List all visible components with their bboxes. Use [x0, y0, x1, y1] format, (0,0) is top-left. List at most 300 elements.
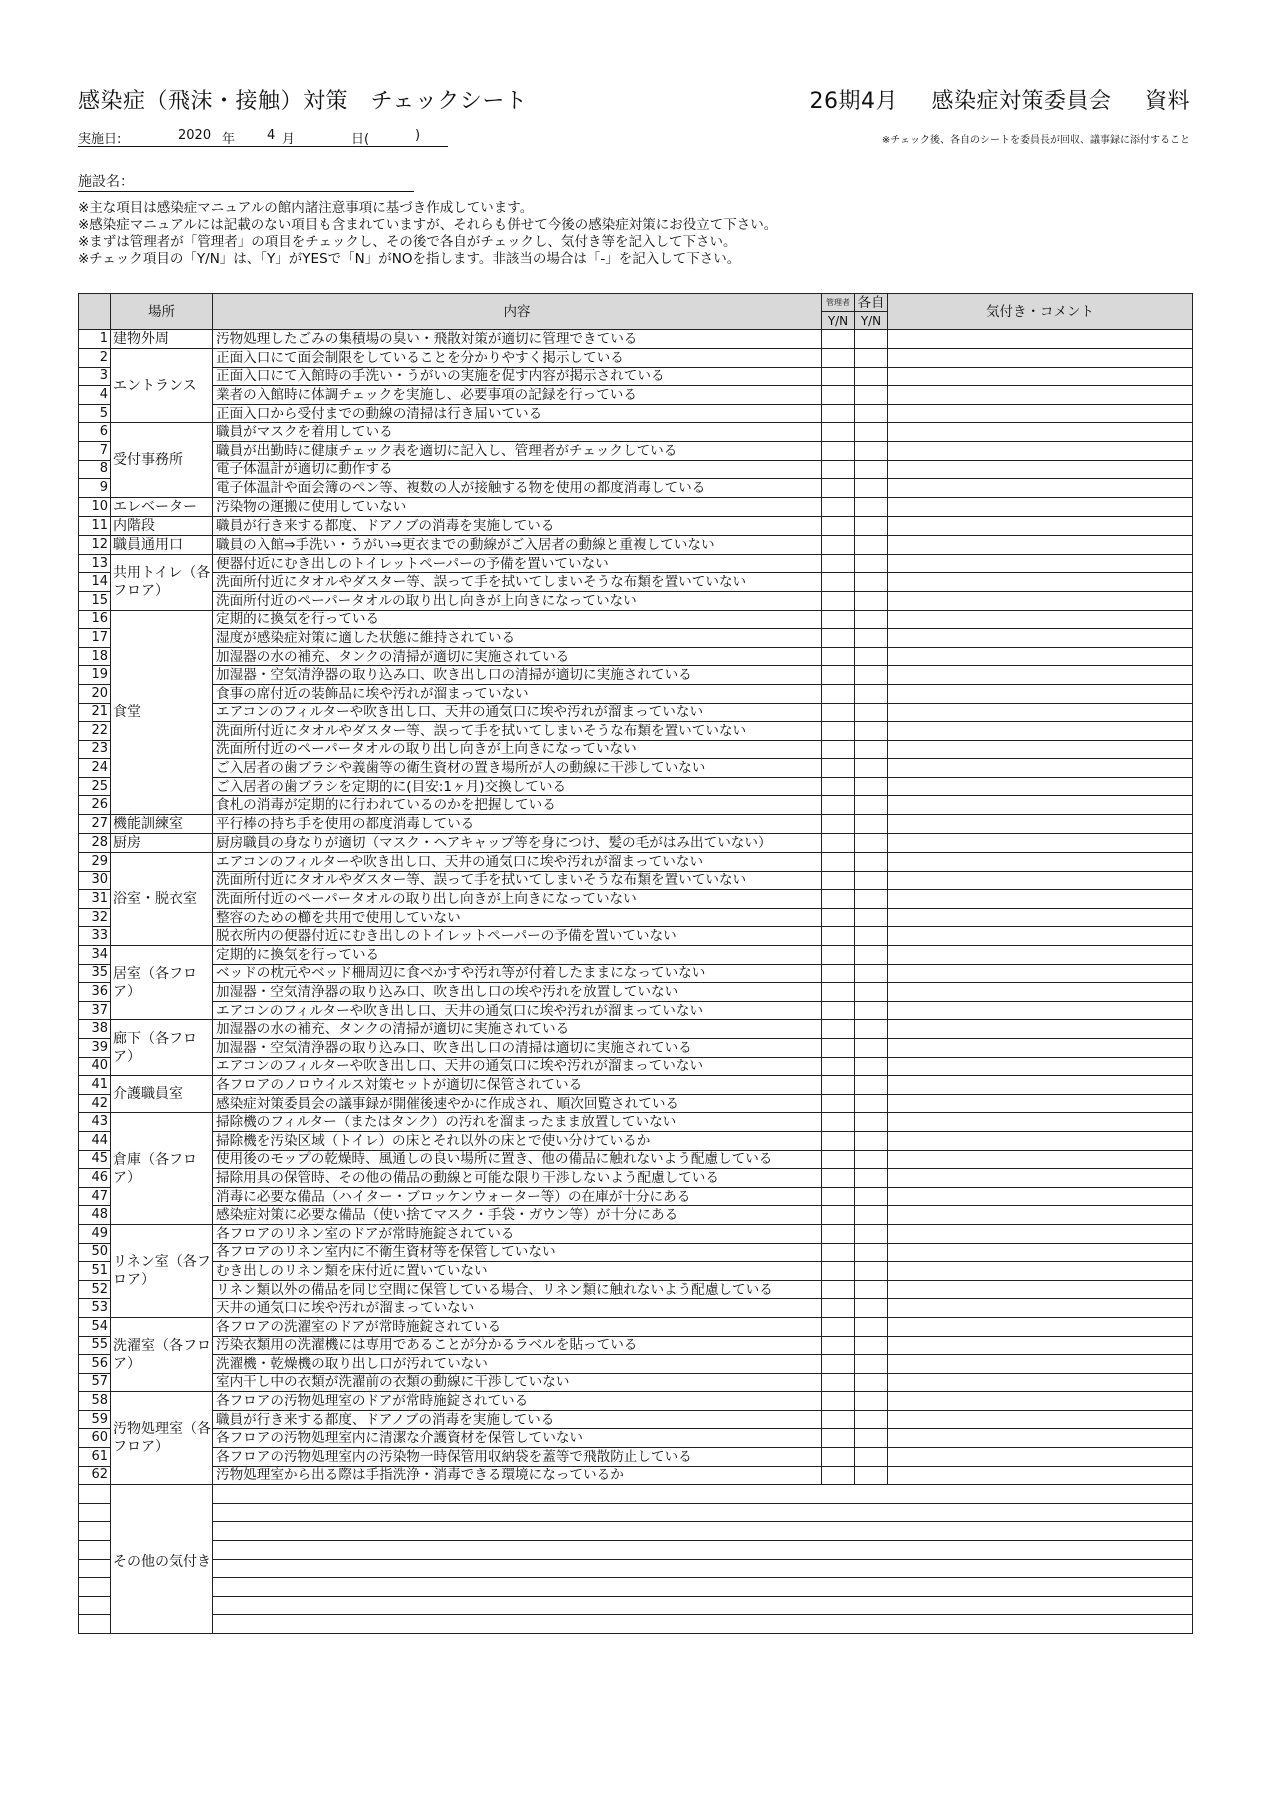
header-each-yn: Y/N: [855, 312, 888, 330]
row-number: [79, 1503, 111, 1522]
row-number: 44: [79, 1131, 111, 1150]
each-check[interactable]: [855, 1280, 888, 1299]
each-check[interactable]: [855, 349, 888, 368]
row-number: 5: [79, 404, 111, 423]
comment-cell[interactable]: [888, 554, 1193, 573]
place-cell: 受付事務所: [111, 423, 213, 497]
each-check[interactable]: [855, 946, 888, 965]
comment-cell[interactable]: [888, 1355, 1193, 1374]
each-check[interactable]: [855, 1131, 888, 1150]
each-check[interactable]: [855, 1187, 888, 1206]
manager-check[interactable]: [822, 1429, 855, 1448]
each-check[interactable]: [855, 573, 888, 592]
date-month[interactable]: 4: [267, 128, 276, 143]
manager-check[interactable]: [822, 647, 855, 666]
manager-check[interactable]: [822, 777, 855, 796]
comment-cell[interactable]: [888, 610, 1193, 629]
each-check[interactable]: [855, 722, 888, 741]
row-number: 4: [79, 386, 111, 405]
each-check[interactable]: [855, 964, 888, 983]
each-check[interactable]: [855, 629, 888, 648]
each-check[interactable]: [855, 684, 888, 703]
each-check[interactable]: [855, 890, 888, 909]
row-number: 12: [79, 535, 111, 554]
comment-cell[interactable]: [888, 1392, 1193, 1411]
header-comment: 気付き・コメント: [888, 294, 1193, 330]
check-item: 加湿器・空気清浄器の取り込み口、吹き出し口の清掃は適切に実施されている: [213, 1039, 822, 1058]
manager-check[interactable]: [822, 1187, 855, 1206]
manager-check[interactable]: [822, 703, 855, 722]
check-item: ご入居者の歯ブラシや義歯等の衛生資材の置き場所が人の動線に干渉していない: [213, 759, 822, 778]
comment-cell[interactable]: [888, 1317, 1193, 1336]
comment-cell[interactable]: [888, 386, 1193, 405]
manager-check[interactable]: [822, 367, 855, 386]
table-row: [79, 1131, 1193, 1150]
row-number: 42: [79, 1094, 111, 1113]
comment-cell[interactable]: [888, 890, 1193, 909]
manager-check[interactable]: [822, 1262, 855, 1281]
manager-check[interactable]: [822, 740, 855, 759]
each-check[interactable]: [855, 1057, 888, 1076]
each-check[interactable]: [855, 1373, 888, 1392]
manager-check[interactable]: [822, 1317, 855, 1336]
table-row: [79, 1448, 1193, 1467]
manager-check[interactable]: [822, 1150, 855, 1169]
each-check[interactable]: [855, 1020, 888, 1039]
table-row: [79, 460, 1193, 479]
comment-cell[interactable]: [888, 1001, 1193, 1020]
each-check[interactable]: [855, 759, 888, 778]
row-number: 29: [79, 853, 111, 872]
manager-check[interactable]: [822, 871, 855, 890]
comment-cell[interactable]: [888, 516, 1193, 535]
check-item: 感染症対策に必要な備品（使い捨てマスク・手袋・ガウン等）が十分にある: [213, 1206, 822, 1225]
comment-cell[interactable]: [888, 441, 1193, 460]
comment-cell[interactable]: [888, 1373, 1193, 1392]
comment-cell[interactable]: [888, 759, 1193, 778]
row-number: 2: [79, 349, 111, 368]
each-check[interactable]: [855, 1169, 888, 1188]
comment-cell[interactable]: [888, 535, 1193, 554]
comment-cell[interactable]: [888, 1057, 1193, 1076]
other-row: [79, 1485, 1193, 1504]
table-row: [79, 1466, 1193, 1485]
each-check[interactable]: [855, 516, 888, 535]
check-item: エアコンのフィルターや吹き出し口、天井の通気口に埃や汚れが溜まっていない: [213, 703, 822, 722]
manager-check[interactable]: [822, 1076, 855, 1095]
other-notes-input[interactable]: [213, 1485, 1193, 1504]
manager-check[interactable]: [822, 1057, 855, 1076]
manager-check[interactable]: [822, 1392, 855, 1411]
check-item: 感染症対策委員会の議事録が開催後速やかに作成され、順次回覧されている: [213, 1094, 822, 1113]
manager-check[interactable]: [822, 554, 855, 573]
table-row: [79, 1057, 1193, 1076]
each-check[interactable]: [855, 1336, 888, 1355]
row-number: 18: [79, 647, 111, 666]
table-row: [79, 1299, 1193, 1318]
comment-cell[interactable]: [888, 1243, 1193, 1262]
date-close: ): [415, 128, 421, 143]
each-check[interactable]: [855, 441, 888, 460]
each-check[interactable]: [855, 497, 888, 516]
table-row: [79, 946, 1193, 965]
each-check[interactable]: [855, 591, 888, 610]
check-item: 正面入口にて入館時の手洗い・うがいの実施を促す内容が掲示されている: [213, 367, 822, 386]
table-row: [79, 386, 1193, 405]
manager-check[interactable]: [822, 386, 855, 405]
each-check[interactable]: [855, 1094, 888, 1113]
comment-cell[interactable]: [888, 460, 1193, 479]
place-cell: 共用トイレ（各フロア）: [111, 554, 213, 610]
date-year[interactable]: 2020: [178, 128, 212, 143]
comment-cell[interactable]: [888, 1020, 1193, 1039]
comment-cell[interactable]: [888, 722, 1193, 741]
comment-cell[interactable]: [888, 1299, 1193, 1318]
table-row: [79, 964, 1193, 983]
row-number: 8: [79, 460, 111, 479]
row-number: 43: [79, 1113, 111, 1132]
each-check[interactable]: [855, 777, 888, 796]
each-check[interactable]: [855, 1392, 888, 1411]
row-number: 14: [79, 573, 111, 592]
date-year-unit: 年: [222, 132, 236, 147]
check-item: 職員が行き来する都度、ドアノブの消毒を実施している: [213, 516, 822, 535]
other-row: [79, 1541, 1193, 1560]
each-check[interactable]: [855, 1039, 888, 1058]
each-check[interactable]: [855, 423, 888, 442]
place-cell: 食堂: [111, 610, 213, 815]
other-notes-input[interactable]: [213, 1522, 1193, 1541]
table-row: [79, 759, 1193, 778]
manager-check[interactable]: [822, 535, 855, 554]
check-item: 洗面所付近にタオルやダスター等、誤って手を拭いてしまいそうな布類を置いていない: [213, 722, 822, 741]
comment-cell[interactable]: [888, 1262, 1193, 1281]
comment-cell[interactable]: [888, 740, 1193, 759]
facility-field[interactable]: [78, 171, 414, 192]
check-item: 汚染衣類用の洗濯機には専用であることが分かるラベルを貼っている: [213, 1336, 822, 1355]
comment-cell[interactable]: [888, 1410, 1193, 1429]
check-item: 各フロアの洗濯室のドアが常時施錠されている: [213, 1317, 822, 1336]
manager-check[interactable]: [822, 330, 855, 349]
manager-check[interactable]: [822, 1299, 855, 1318]
each-check[interactable]: [855, 367, 888, 386]
row-number: 56: [79, 1355, 111, 1374]
each-check[interactable]: [855, 796, 888, 815]
other-notes-input[interactable]: [213, 1596, 1193, 1615]
manager-check[interactable]: [822, 404, 855, 423]
table-row: [79, 1410, 1193, 1429]
table-row: [79, 796, 1193, 815]
comment-cell[interactable]: [888, 647, 1193, 666]
manager-check[interactable]: [822, 1039, 855, 1058]
manager-check[interactable]: [822, 1169, 855, 1188]
check-item: 加湿器の水の補充、タンクの清掃が適切に実施されている: [213, 1020, 822, 1039]
comment-cell[interactable]: [888, 983, 1193, 1002]
comment-cell[interactable]: [888, 497, 1193, 516]
other-notes-input[interactable]: [213, 1559, 1193, 1578]
table-row: [79, 1169, 1193, 1188]
table-row: [79, 908, 1193, 927]
each-check[interactable]: [855, 1243, 888, 1262]
manager-check[interactable]: [822, 666, 855, 685]
manager-check[interactable]: [822, 497, 855, 516]
check-item: 洗面所付近のペーパータオルの取り出し向きが上向きになっていない: [213, 591, 822, 610]
other-notes-input[interactable]: [213, 1615, 1193, 1634]
each-check[interactable]: [855, 1150, 888, 1169]
row-number: 37: [79, 1001, 111, 1020]
table-row: [79, 610, 1193, 629]
comment-cell[interactable]: [888, 871, 1193, 890]
place-cell: 機能訓練室: [111, 815, 213, 834]
comment-cell[interactable]: [888, 1429, 1193, 1448]
doc-label: 資料: [1144, 89, 1190, 114]
check-item: エアコンのフィルターや吹き出し口、天井の通気口に埃や汚れが溜まっていない: [213, 853, 822, 872]
check-item: 平行棒の持ち手を使用の都度消毒している: [213, 815, 822, 834]
manager-check[interactable]: [822, 1113, 855, 1132]
page-title: 感染症（飛沫・接触）対策 チェックシート: [78, 89, 528, 114]
manager-check[interactable]: [822, 1094, 855, 1113]
comment-cell[interactable]: [888, 796, 1193, 815]
manager-check[interactable]: [822, 684, 855, 703]
comment-cell[interactable]: [888, 908, 1193, 927]
facility-label: 施設名：: [78, 174, 134, 190]
each-check[interactable]: [855, 404, 888, 423]
row-number: [79, 1541, 111, 1560]
other-row: [79, 1503, 1193, 1522]
comment-cell[interactable]: [888, 1466, 1193, 1485]
table-row: [79, 1280, 1193, 1299]
each-check[interactable]: [855, 834, 888, 853]
each-check[interactable]: [855, 1206, 888, 1225]
each-check[interactable]: [855, 610, 888, 629]
row-number: 55: [79, 1336, 111, 1355]
comment-cell[interactable]: [888, 927, 1193, 946]
comment-cell[interactable]: [888, 423, 1193, 442]
manager-check[interactable]: [822, 834, 855, 853]
comment-cell[interactable]: [888, 684, 1193, 703]
comment-cell[interactable]: [888, 1187, 1193, 1206]
comment-cell[interactable]: [888, 1039, 1193, 1058]
manager-check[interactable]: [822, 815, 855, 834]
each-check[interactable]: [855, 666, 888, 685]
each-check[interactable]: [855, 1448, 888, 1467]
committee-name: 感染症対策委員会: [931, 89, 1112, 114]
row-number: 53: [79, 1299, 111, 1318]
each-check[interactable]: [855, 927, 888, 946]
period: 26期4月: [809, 89, 898, 114]
table-row: [79, 1317, 1193, 1336]
comment-cell[interactable]: [888, 964, 1193, 983]
each-check[interactable]: [855, 1466, 888, 1485]
table-row: [79, 1336, 1193, 1355]
each-check[interactable]: [855, 386, 888, 405]
row-number: 35: [79, 964, 111, 983]
other-notes-input[interactable]: [213, 1578, 1193, 1597]
table-row: [79, 890, 1193, 909]
manager-check[interactable]: [822, 591, 855, 610]
manager-check[interactable]: [822, 927, 855, 946]
table-row: [79, 703, 1193, 722]
each-check[interactable]: [855, 647, 888, 666]
manager-check[interactable]: [822, 946, 855, 965]
check-item: 汚染物の運搬に使用していない: [213, 497, 822, 516]
each-check[interactable]: [855, 1262, 888, 1281]
table-row: [79, 423, 1193, 442]
header-manager: 管理者: [822, 294, 855, 312]
comment-cell[interactable]: [888, 1448, 1193, 1467]
comment-cell[interactable]: [888, 946, 1193, 965]
manager-check[interactable]: [822, 890, 855, 909]
table-row: [79, 927, 1193, 946]
each-check[interactable]: [855, 1299, 888, 1318]
row-number: 60: [79, 1429, 111, 1448]
manager-check[interactable]: [822, 1280, 855, 1299]
check-item: 業者の入館時に体調チェックを実施し、必要事項の記録を行っている: [213, 386, 822, 405]
row-number: 36: [79, 983, 111, 1002]
manager-check[interactable]: [822, 441, 855, 460]
row-number: 41: [79, 1076, 111, 1095]
comment-cell[interactable]: [888, 703, 1193, 722]
manager-check[interactable]: [822, 629, 855, 648]
table-row: [79, 684, 1193, 703]
row-number: 58: [79, 1392, 111, 1411]
header-place: 場所: [111, 294, 213, 330]
each-check[interactable]: [855, 1429, 888, 1448]
comment-cell[interactable]: [888, 629, 1193, 648]
row-number: 31: [79, 890, 111, 909]
comment-cell[interactable]: [888, 1280, 1193, 1299]
manager-check[interactable]: [822, 610, 855, 629]
header-manager-yn: Y/N: [822, 312, 855, 330]
check-item: ご入居者の歯ブラシを定期的に(目安:1ヶ月)交換している: [213, 777, 822, 796]
check-item: 洗面所付近にタオルやダスター等、誤って手を拭いてしまいそうな布類を置いていない: [213, 871, 822, 890]
each-check[interactable]: [855, 1410, 888, 1429]
place-cell: 厨房: [111, 834, 213, 853]
each-check[interactable]: [855, 1001, 888, 1020]
comment-cell[interactable]: [888, 330, 1193, 349]
manager-check[interactable]: [822, 516, 855, 535]
row-number: 17: [79, 629, 111, 648]
manager-check[interactable]: [822, 853, 855, 872]
each-check[interactable]: [855, 554, 888, 573]
comment-cell[interactable]: [888, 1076, 1193, 1095]
comment-cell[interactable]: [888, 573, 1193, 592]
manager-check[interactable]: [822, 423, 855, 442]
manager-check[interactable]: [822, 1224, 855, 1243]
each-check[interactable]: [855, 1317, 888, 1336]
each-check[interactable]: [855, 1076, 888, 1095]
each-check[interactable]: [855, 535, 888, 554]
check-item: 各フロアの汚物処理室のドアが常時施錠されている: [213, 1392, 822, 1411]
manager-check[interactable]: [822, 460, 855, 479]
each-check[interactable]: [855, 1113, 888, 1132]
manager-check[interactable]: [822, 1410, 855, 1429]
manager-check[interactable]: [822, 1448, 855, 1467]
row-number: 22: [79, 722, 111, 741]
manager-check[interactable]: [822, 1020, 855, 1039]
manager-check[interactable]: [822, 983, 855, 1002]
other-row: [79, 1596, 1193, 1615]
comment-cell[interactable]: [888, 349, 1193, 368]
each-check[interactable]: [855, 871, 888, 890]
comment-cell[interactable]: [888, 1131, 1193, 1150]
comment-cell[interactable]: [888, 1224, 1193, 1243]
comment-cell[interactable]: [888, 777, 1193, 796]
date-day-unit[interactable]: 日(: [351, 132, 370, 147]
manager-check[interactable]: [822, 479, 855, 498]
each-check[interactable]: [855, 740, 888, 759]
comment-cell[interactable]: [888, 853, 1193, 872]
each-check[interactable]: [855, 908, 888, 927]
each-check[interactable]: [855, 330, 888, 349]
table-row: [79, 1094, 1193, 1113]
row-number: 62: [79, 1466, 111, 1485]
manager-check[interactable]: [822, 759, 855, 778]
table-row: [79, 554, 1193, 573]
comment-cell[interactable]: [888, 815, 1193, 834]
check-item: 脱衣所内の便器付近にむき出しのトイレットペーパーの予備を置いていない: [213, 927, 822, 946]
manager-check[interactable]: [822, 1001, 855, 1020]
manager-check[interactable]: [822, 796, 855, 815]
manager-check[interactable]: [822, 1336, 855, 1355]
other-notes-input[interactable]: [213, 1503, 1193, 1522]
manager-check[interactable]: [822, 964, 855, 983]
manager-check[interactable]: [822, 722, 855, 741]
comment-cell[interactable]: [888, 1113, 1193, 1132]
manager-check[interactable]: [822, 1243, 855, 1262]
comment-cell[interactable]: [888, 666, 1193, 685]
comment-cell[interactable]: [888, 479, 1193, 498]
other-notes-input[interactable]: [213, 1541, 1193, 1560]
manager-check[interactable]: [822, 1131, 855, 1150]
place-cell: 洗濯室（各フロア）: [111, 1317, 213, 1391]
comment-cell[interactable]: [888, 1169, 1193, 1188]
table-row: [79, 1262, 1193, 1281]
manager-check[interactable]: [822, 573, 855, 592]
manager-check[interactable]: [822, 1373, 855, 1392]
manager-check[interactable]: [822, 1206, 855, 1225]
header-number: [79, 294, 111, 330]
comment-cell[interactable]: [888, 367, 1193, 386]
each-check[interactable]: [855, 479, 888, 498]
row-number: 19: [79, 666, 111, 685]
each-check[interactable]: [855, 460, 888, 479]
each-check[interactable]: [855, 703, 888, 722]
manager-check[interactable]: [822, 349, 855, 368]
other-row: [79, 1559, 1193, 1578]
check-item: 掃除機を汚染区域（トイレ）の床とそれ以外の床とで使い分けているか: [213, 1131, 822, 1150]
each-check[interactable]: [855, 983, 888, 1002]
table-row: [79, 1224, 1193, 1243]
manager-check[interactable]: [822, 908, 855, 927]
comment-cell[interactable]: [888, 1206, 1193, 1225]
comment-cell[interactable]: [888, 591, 1193, 610]
comment-cell[interactable]: [888, 1336, 1193, 1355]
check-item: エアコンのフィルターや吹き出し口、天井の通気口に埃や汚れが溜まっていない: [213, 1057, 822, 1076]
comment-cell[interactable]: [888, 834, 1193, 853]
comment-cell[interactable]: [888, 1094, 1193, 1113]
comment-cell[interactable]: [888, 404, 1193, 423]
each-check[interactable]: [855, 1224, 888, 1243]
each-check[interactable]: [855, 1355, 888, 1374]
manager-check[interactable]: [822, 1355, 855, 1374]
each-check[interactable]: [855, 853, 888, 872]
table-row: [79, 815, 1193, 834]
each-check[interactable]: [855, 815, 888, 834]
manager-check[interactable]: [822, 1466, 855, 1485]
comment-cell[interactable]: [888, 1150, 1193, 1169]
table-row: [79, 573, 1193, 592]
